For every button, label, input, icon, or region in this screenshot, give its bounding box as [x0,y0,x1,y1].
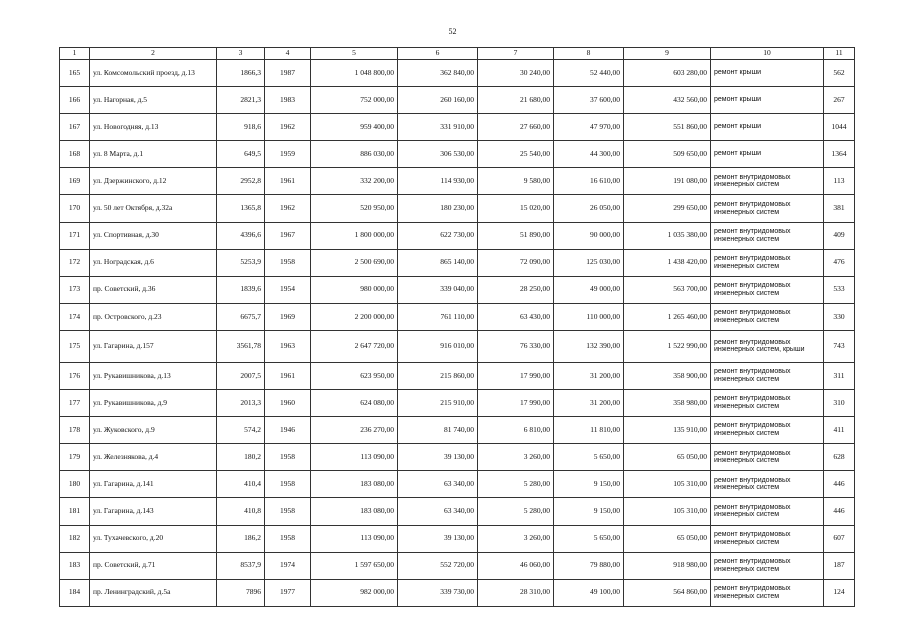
work-type-cell: ремонт внутридомовых инженерных систем [711,444,824,471]
fund-share-cell: 552 720,00 [398,552,478,579]
owners-share-cell: 432 560,00 [624,87,711,114]
city-share-cell: 9 150,00 [554,471,624,498]
count-cell: 628 [824,444,855,471]
year-built-cell: 1977 [265,579,311,606]
count-cell: 381 [824,195,855,222]
area-cell: 2013,3 [217,390,265,417]
address-cell: ул. Гагарина, д.143 [90,498,217,525]
table-row [60,168,855,195]
fund-share-cell: 63 340,00 [398,471,478,498]
address-cell: пр. Ленинградский, д.5а [90,579,217,606]
year-built-cell: 1987 [265,60,311,87]
area-cell: 6675,7 [217,303,265,330]
row-number-cell: 167 [60,114,90,141]
city-share-cell: 47 970,00 [554,114,624,141]
row-number-cell: 169 [60,168,90,195]
count-cell: 446 [824,471,855,498]
row-number-cell: 177 [60,390,90,417]
total-cost-cell: 623 950,00 [311,362,398,389]
year-built-cell: 1974 [265,552,311,579]
region-share-cell: 25 540,00 [478,141,554,168]
address-cell: ул. Гагарина, д.141 [90,471,217,498]
city-share-cell: 44 300,00 [554,141,624,168]
region-share-cell: 30 240,00 [478,60,554,87]
row-number-cell: 172 [60,249,90,276]
address-cell: ул. Спортивная, д.30 [90,222,217,249]
region-share-cell: 51 890,00 [478,222,554,249]
year-built-cell: 1963 [265,330,311,362]
count-cell: 446 [824,498,855,525]
owners-share-cell: 358 980,00 [624,390,711,417]
table-row [60,417,855,444]
year-built-cell: 1969 [265,303,311,330]
area-cell: 1866,3 [217,60,265,87]
city-share-cell: 5 650,00 [554,525,624,552]
owners-share-cell: 105 310,00 [624,471,711,498]
work-type-cell: ремонт внутридомовых инженерных систем [711,552,824,579]
work-type-cell: ремонт внутридомовых инженерных систем [711,168,824,195]
table-row [60,390,855,417]
row-number-cell: 183 [60,552,90,579]
address-cell: ул. Нагорная, д.5 [90,87,217,114]
city-share-cell: 9 150,00 [554,498,624,525]
repair-works-table [59,47,855,607]
row-number-cell: 175 [60,330,90,362]
address-cell: ул. Гагарина, д.157 [90,330,217,362]
work-type-cell: ремонт внутридомовых инженерных систем [711,249,824,276]
year-built-cell: 1946 [265,417,311,444]
count-cell: 187 [824,552,855,579]
region-share-cell: 46 060,00 [478,552,554,579]
work-type-cell: ремонт внутридомовых инженерных систем [711,276,824,303]
fund-share-cell: 306 530,00 [398,141,478,168]
region-share-cell: 3 260,00 [478,444,554,471]
row-number-cell: 171 [60,222,90,249]
city-share-cell: 37 600,00 [554,87,624,114]
owners-share-cell: 1 438 420,00 [624,249,711,276]
owners-share-cell: 603 280,00 [624,60,711,87]
total-cost-cell: 624 080,00 [311,390,398,417]
table-row [60,579,855,606]
work-type-cell: ремонт внутридомовых инженерных систем, крыши [711,330,824,362]
table-row [60,525,855,552]
address-cell: ул. Тухачевского, д.20 [90,525,217,552]
column-number-row [60,48,855,60]
owners-share-cell: 299 650,00 [624,195,711,222]
fund-share-cell: 215 910,00 [398,390,478,417]
area-cell: 3561,78 [217,330,265,362]
fund-share-cell: 865 140,00 [398,249,478,276]
owners-share-cell: 1 265 460,00 [624,303,711,330]
address-cell: пр. Советский, д.71 [90,552,217,579]
count-cell: 113 [824,168,855,195]
work-type-cell: ремонт крыши [711,87,824,114]
total-cost-cell: 520 950,00 [311,195,398,222]
count-cell: 1364 [824,141,855,168]
address-cell: ул. Дзержинского, д.12 [90,168,217,195]
region-share-cell: 76 330,00 [478,330,554,362]
city-share-cell: 90 000,00 [554,222,624,249]
area-cell: 7896 [217,579,265,606]
address-cell: ул. 8 Марта, д.1 [90,141,217,168]
city-share-cell: 5 650,00 [554,444,624,471]
address-cell: пр. Советский, д.36 [90,276,217,303]
count-cell: 533 [824,276,855,303]
year-built-cell: 1961 [265,168,311,195]
fund-share-cell: 215 860,00 [398,362,478,389]
fund-share-cell: 39 130,00 [398,525,478,552]
total-cost-cell: 113 090,00 [311,525,398,552]
row-number-cell: 173 [60,276,90,303]
work-type-cell: ремонт крыши [711,60,824,87]
column-header: 11 [824,48,855,60]
total-cost-cell: 886 030,00 [311,141,398,168]
table-row [60,249,855,276]
address-cell: ул. Жуковского, д.9 [90,417,217,444]
year-built-cell: 1958 [265,249,311,276]
fund-share-cell: 761 110,00 [398,303,478,330]
area-cell: 1839,6 [217,276,265,303]
fund-share-cell: 81 740,00 [398,417,478,444]
area-cell: 186,2 [217,525,265,552]
fund-share-cell: 916 010,00 [398,330,478,362]
address-cell: ул. Новогодняя, д.13 [90,114,217,141]
count-cell: 743 [824,330,855,362]
fund-share-cell: 331 910,00 [398,114,478,141]
region-share-cell: 28 310,00 [478,579,554,606]
region-share-cell: 17 990,00 [478,362,554,389]
area-cell: 4396,6 [217,222,265,249]
region-share-cell: 9 580,00 [478,168,554,195]
owners-share-cell: 105 310,00 [624,498,711,525]
year-built-cell: 1983 [265,87,311,114]
city-share-cell: 31 200,00 [554,390,624,417]
row-number-cell: 178 [60,417,90,444]
owners-share-cell: 65 050,00 [624,525,711,552]
owners-share-cell: 563 700,00 [624,276,711,303]
area-cell: 180,2 [217,444,265,471]
total-cost-cell: 982 000,00 [311,579,398,606]
table-row [60,114,855,141]
region-share-cell: 63 430,00 [478,303,554,330]
table-row [60,87,855,114]
work-type-cell: ремонт внутридомовых инженерных систем [711,471,824,498]
table-row [60,60,855,87]
count-cell: 1044 [824,114,855,141]
column-header: 9 [624,48,711,60]
column-header: 2 [90,48,217,60]
region-share-cell: 72 090,00 [478,249,554,276]
address-cell: ул. Рукавишникова, д.13 [90,362,217,389]
work-type-cell: ремонт внутридомовых инженерных систем [711,417,824,444]
area-cell: 574,2 [217,417,265,444]
year-built-cell: 1958 [265,498,311,525]
city-share-cell: 79 880,00 [554,552,624,579]
row-number-cell: 170 [60,195,90,222]
count-cell: 607 [824,525,855,552]
owners-share-cell: 1 522 990,00 [624,330,711,362]
area-cell: 1365,8 [217,195,265,222]
count-cell: 330 [824,303,855,330]
area-cell: 410,8 [217,498,265,525]
fund-share-cell: 622 730,00 [398,222,478,249]
address-cell: пр. Островского, д.23 [90,303,217,330]
table-row [60,222,855,249]
count-cell: 562 [824,60,855,87]
area-cell: 2007,5 [217,362,265,389]
work-type-cell: ремонт крыши [711,114,824,141]
address-cell: ул. 50 лет Октября, д.32а [90,195,217,222]
work-type-cell: ремонт внутридомовых инженерных систем [711,195,824,222]
total-cost-cell: 2 647 720,00 [311,330,398,362]
table-row [60,498,855,525]
page-number: 52 [448,27,457,36]
address-cell: ул. Железнякова, д.4 [90,444,217,471]
row-number-cell: 176 [60,362,90,389]
area-cell: 2952,8 [217,168,265,195]
city-share-cell: 125 030,00 [554,249,624,276]
table-row [60,303,855,330]
column-header: 7 [478,48,554,60]
fund-share-cell: 63 340,00 [398,498,478,525]
city-share-cell: 11 810,00 [554,417,624,444]
year-built-cell: 1967 [265,222,311,249]
row-number-cell: 174 [60,303,90,330]
column-header: 10 [711,48,824,60]
owners-share-cell: 1 035 380,00 [624,222,711,249]
owners-share-cell: 551 860,00 [624,114,711,141]
table-row [60,330,855,362]
year-built-cell: 1962 [265,195,311,222]
fund-share-cell: 362 840,00 [398,60,478,87]
fund-share-cell: 339 730,00 [398,579,478,606]
address-cell: ул. Рукавишникова, д.9 [90,390,217,417]
region-share-cell: 28 250,00 [478,276,554,303]
owners-share-cell: 191 080,00 [624,168,711,195]
area-cell: 2821,3 [217,87,265,114]
work-type-cell: ремонт внутридомовых инженерных систем [711,498,824,525]
table-body [60,60,855,607]
work-type-cell: ремонт крыши [711,141,824,168]
row-number-cell: 180 [60,471,90,498]
fund-share-cell: 180 230,00 [398,195,478,222]
area-cell: 8537,9 [217,552,265,579]
column-header: 6 [398,48,478,60]
row-number-cell: 168 [60,141,90,168]
city-share-cell: 49 000,00 [554,276,624,303]
city-share-cell: 49 100,00 [554,579,624,606]
count-cell: 476 [824,249,855,276]
city-share-cell: 110 000,00 [554,303,624,330]
count-cell: 311 [824,362,855,389]
city-share-cell: 52 440,00 [554,60,624,87]
column-header: 5 [311,48,398,60]
total-cost-cell: 2 500 690,00 [311,249,398,276]
total-cost-cell: 752 000,00 [311,87,398,114]
fund-share-cell: 39 130,00 [398,444,478,471]
count-cell: 409 [824,222,855,249]
region-share-cell: 5 280,00 [478,471,554,498]
table-row [60,141,855,168]
region-share-cell: 3 260,00 [478,525,554,552]
count-cell: 267 [824,87,855,114]
address-cell: ул. Ноградская, д.6 [90,249,217,276]
owners-share-cell: 918 980,00 [624,552,711,579]
row-number-cell: 179 [60,444,90,471]
fund-share-cell: 260 160,00 [398,87,478,114]
year-built-cell: 1958 [265,525,311,552]
total-cost-cell: 959 400,00 [311,114,398,141]
year-built-cell: 1961 [265,362,311,389]
region-share-cell: 5 280,00 [478,498,554,525]
table-row [60,552,855,579]
row-number-cell: 166 [60,87,90,114]
count-cell: 310 [824,390,855,417]
work-type-cell: ремонт внутридомовых инженерных систем [711,303,824,330]
row-number-cell: 165 [60,60,90,87]
count-cell: 124 [824,579,855,606]
table-row [60,276,855,303]
total-cost-cell: 1 048 800,00 [311,60,398,87]
city-share-cell: 26 050,00 [554,195,624,222]
year-built-cell: 1960 [265,390,311,417]
year-built-cell: 1962 [265,114,311,141]
work-type-cell: ремонт внутридомовых инженерных систем [711,525,824,552]
row-number-cell: 181 [60,498,90,525]
column-header: 8 [554,48,624,60]
total-cost-cell: 1 800 000,00 [311,222,398,249]
work-type-cell: ремонт внутридомовых инженерных систем [711,390,824,417]
area-cell: 5253,9 [217,249,265,276]
count-cell: 411 [824,417,855,444]
area-cell: 410,4 [217,471,265,498]
address-cell: ул. Комсомольский проезд, д.13 [90,60,217,87]
column-header: 1 [60,48,90,60]
total-cost-cell: 236 270,00 [311,417,398,444]
region-share-cell: 15 020,00 [478,195,554,222]
city-share-cell: 16 610,00 [554,168,624,195]
column-header: 4 [265,48,311,60]
table-row [60,195,855,222]
work-type-cell: ремонт внутридомовых инженерных систем [711,362,824,389]
work-type-cell: ремонт внутридомовых инженерных систем [711,579,824,606]
total-cost-cell: 2 200 000,00 [311,303,398,330]
row-number-cell: 184 [60,579,90,606]
owners-share-cell: 135 910,00 [624,417,711,444]
region-share-cell: 17 990,00 [478,390,554,417]
year-built-cell: 1954 [265,276,311,303]
city-share-cell: 132 390,00 [554,330,624,362]
table-row [60,471,855,498]
area-cell: 918,6 [217,114,265,141]
total-cost-cell: 980 000,00 [311,276,398,303]
year-built-cell: 1959 [265,141,311,168]
total-cost-cell: 1 597 650,00 [311,552,398,579]
total-cost-cell: 183 080,00 [311,498,398,525]
owners-share-cell: 358 900,00 [624,362,711,389]
table-row [60,362,855,389]
region-share-cell: 27 660,00 [478,114,554,141]
column-header: 3 [217,48,265,60]
row-number-cell: 182 [60,525,90,552]
fund-share-cell: 339 040,00 [398,276,478,303]
owners-share-cell: 564 860,00 [624,579,711,606]
area-cell: 649,5 [217,141,265,168]
owners-share-cell: 65 050,00 [624,444,711,471]
region-share-cell: 6 810,00 [478,417,554,444]
total-cost-cell: 113 090,00 [311,444,398,471]
table-row [60,444,855,471]
fund-share-cell: 114 930,00 [398,168,478,195]
total-cost-cell: 183 080,00 [311,471,398,498]
region-share-cell: 21 680,00 [478,87,554,114]
year-built-cell: 1958 [265,471,311,498]
owners-share-cell: 509 650,00 [624,141,711,168]
total-cost-cell: 332 200,00 [311,168,398,195]
year-built-cell: 1958 [265,444,311,471]
work-type-cell: ремонт внутридомовых инженерных систем [711,222,824,249]
city-share-cell: 31 200,00 [554,362,624,389]
